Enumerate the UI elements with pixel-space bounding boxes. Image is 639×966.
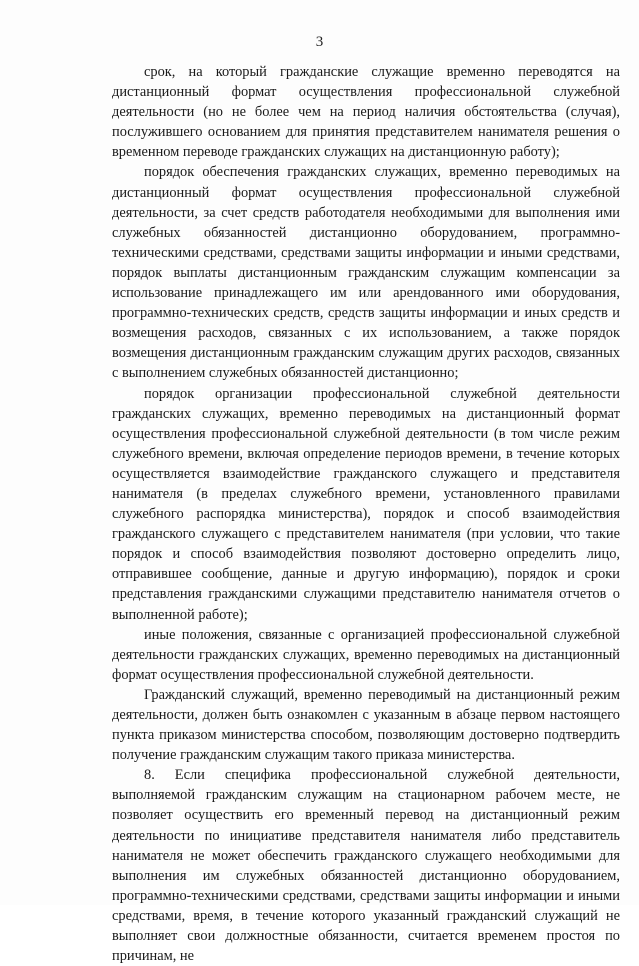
paragraph-acknowledgement: Гражданский служащий, временно переводимый на дистанционный режим деятельности, должен быть ознакомлен с указанным в абзаце первом настоящего пункта приказом министерства способом, позволяющим достоверно подтвердить получение гражданским служащим такого приказа министерства. (112, 686, 620, 764)
paragraph-other-provisions: иные положения, связанные с организацией профессиональной служебной деятельности гражданских служащих, временно переводимых на дистанционный формат осуществления профессиональной служебной деятельности. (112, 626, 620, 683)
document-body (112, 62, 620, 966)
paragraph-term: срок, на который гражданские служащие временно переводятся на дистанционный формат осуществления профессиональной служебной деятельности (но не более чем на период наличия обстоятельства (случая), послужившего основанием для принятия представителем нанимателя решения о временном переводе гражданских служащих на дистанционную работу); (112, 64, 620, 161)
paragraph-work-organization: порядок организации профессиональной служебной деятельности гражданских служащих, временно переводимых на дистанционный формат осуществления профессиональной служебной деятельности (в том числе режим служебного времени, включая определение периодов времени, в течение которых осуществляется взаимодействие гражданского служащего и представителя нанимателя (в пределах служебного времени, установленного правилами служебного распорядка министерства), порядок и способ взаимодействия гражданского служащего с представителем нанимателя (при условии, что такие порядок и способ взаимодействия позволяют достоверно определить лицо, отправившее сообщение, данные и другую информацию), порядок и сроки представления гражданскими служащими представителю нанимателя отчетов о выполненной работе); (112, 385, 620, 623)
paragraph-item-8: 8. Если специфика профессиональной служебной деятельности, выполняемой гражданским служащим на стационарном рабочем месте, не позволяет осуществить его временный перевод на дистанционный режим деятельности по инициативе представителя нанимателя либо представитель нанимателя не может обеспечить гражданского служащего необходимыми для выполнения им служебных обязанностей дистанционно оборудованием, программно-техническими средствами, средствами защиты информации и иными средствами, время, в течение которого указанный гражданский служащий не выполняет свои должностные обязанности, считается временем простоя по причинам, не (112, 767, 620, 965)
paragraph-equipment-provision: порядок обеспечения гражданских служащих, временно переводимых на дистанционный формат осуществления профессиональной служебной деятельности, за счет средств работодателя необходимыми для выполнения ими служебных обязанностей дистанционно оборудованием, программно-техническими средствами, средствами защиты информации и иными средствами, порядок выплаты дистанционным гражданским служащим компенсации за использование принадлежащего им или арендованного ими оборудования, программно-технических средств, средств защиты информации и иных средств и возмещения расходов, связанных с их использованием, а также порядок возмещения дистанционным гражданским служащим других расходов, связанных с выполнением служебных обязанностей дистанционно; (112, 164, 620, 382)
page-number: 3 (315, 34, 324, 50)
